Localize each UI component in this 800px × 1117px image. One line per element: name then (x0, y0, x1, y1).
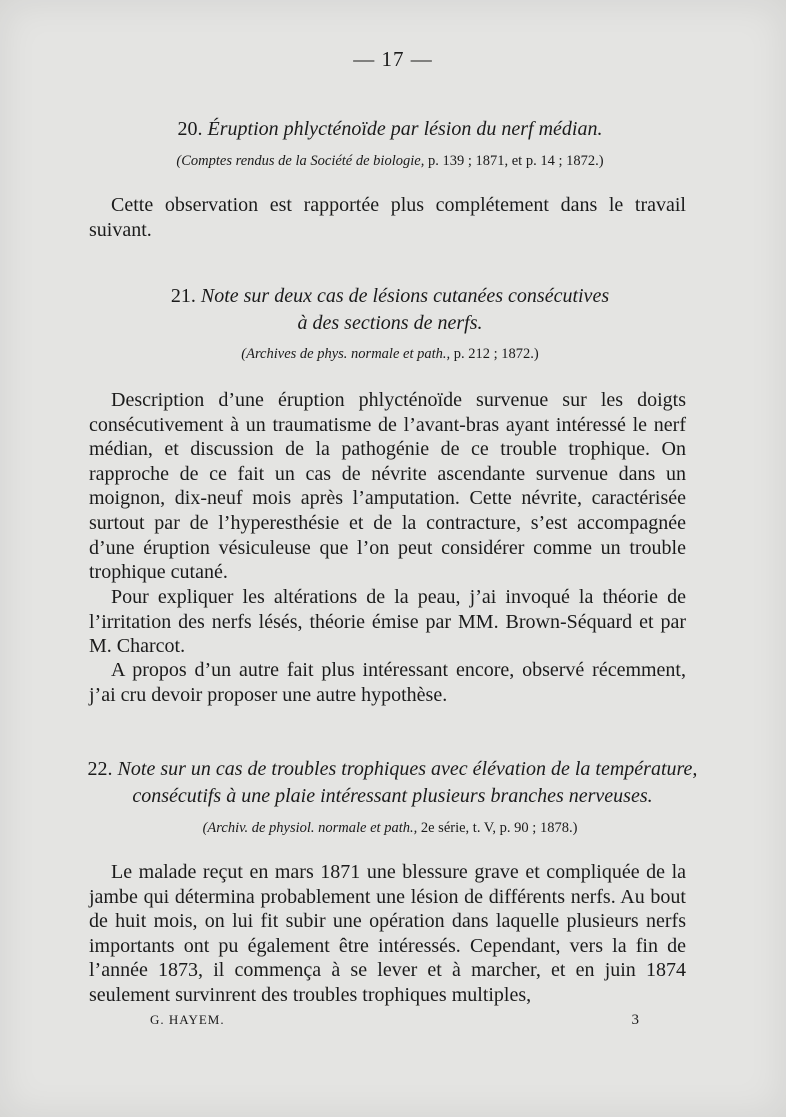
page-number: — 17 — (353, 47, 433, 71)
entry-21-title-line2: à des sections de nerfs. (297, 312, 483, 334)
sheet-number: 3 (631, 1012, 640, 1028)
entry-20-citation-source: (Comptes rendus de la Société de biologie, (176, 153, 425, 169)
entry-21-paragraph-2: Pour expliquer les altérations de la peau, j’ai invoqué la théorie de l’irritation des nerfs lésés, théorie émise par MM. Brown-Séquard et par M. Charcot. (89, 586, 686, 658)
entry-22-citation-source: (Archiv. de physiol. normale et path., (202, 820, 418, 836)
entry-21-citation (90, 344, 690, 364)
entry-21-title-line1: Note sur deux cas de lésions cutanées consécutives (200, 285, 610, 307)
entry-20-paragraph: Cette observation est rapportée plus complétement dans le travail suivant. (89, 194, 686, 241)
entry-20-title (90, 116, 690, 143)
entry-21-title (90, 283, 690, 337)
entry-22-title-line2: consécutifs à une plaie intéressant plusieurs branches nerveuses. (132, 785, 653, 807)
author-signature: G. HAYEM. (150, 1012, 225, 1027)
entry-22-citation-rest: 2e série, t. V, p. 90 ; 1878.) (420, 820, 578, 836)
entry-20-citation (90, 151, 690, 171)
entry-21-number: 21. (170, 285, 196, 307)
entry-20-number: 20. (177, 118, 203, 140)
entry-22-title-line1: Note sur un cas de troubles trophiques avec élévation de la température, (117, 758, 698, 780)
entry-21-citation-rest: p. 212 ; 1872.) (453, 346, 539, 362)
entry-21-citation-source: (Archives de phys. normale et path., (241, 346, 451, 362)
entry-22-citation (90, 818, 690, 838)
entry-21-paragraph-1: Description d’une éruption phlycténoïde survenue sur les doigts consécutivement à un traumatisme de l’avant-bras ayant intéressé le nerf médian, et discussion de la pathogénie de ce trouble trophique. On rapproche de ce fait un cas de névrite ascendante survenue dans un moignon, dix-neuf mois après l’amputation. Cette névrite, caractérisée surtout par de l’hyperesthésie et de la contracture, s’est accompagnée d’une éruption vésiculeuse que l’on peut considérer comme un trouble trophique cutané. (89, 389, 686, 584)
entry-20-citation-rest: p. 139 ; 1871, et p. 14 ; 1872.) (427, 153, 604, 169)
entry-20-title-text: Éruption phlycténoïde par lésion du nerf médian. (207, 118, 603, 140)
entry-22-title (80, 756, 705, 810)
entry-22-number: 22. (87, 758, 113, 780)
entry-21-paragraph-3: A propos d’un autre fait plus intéressant encore, observé récemment, j’ai cru devoir proposer une autre hypothèse. (89, 659, 686, 706)
entry-22-paragraph-1: Le malade reçut en mars 1871 une blessure grave et compliquée de la jambe qui détermina probablement une lésion de différents nerfs. Au bout de huit mois, on lui fit subir une opération dans laquelle plusieurs nerfs importants ont pu également être intéressés. Cependant, vers la fin de l’année 1873, il commença à se lever et à marcher, et en juin 1874 seulement survinrent des troubles trophiques multiples, (89, 861, 686, 1006)
